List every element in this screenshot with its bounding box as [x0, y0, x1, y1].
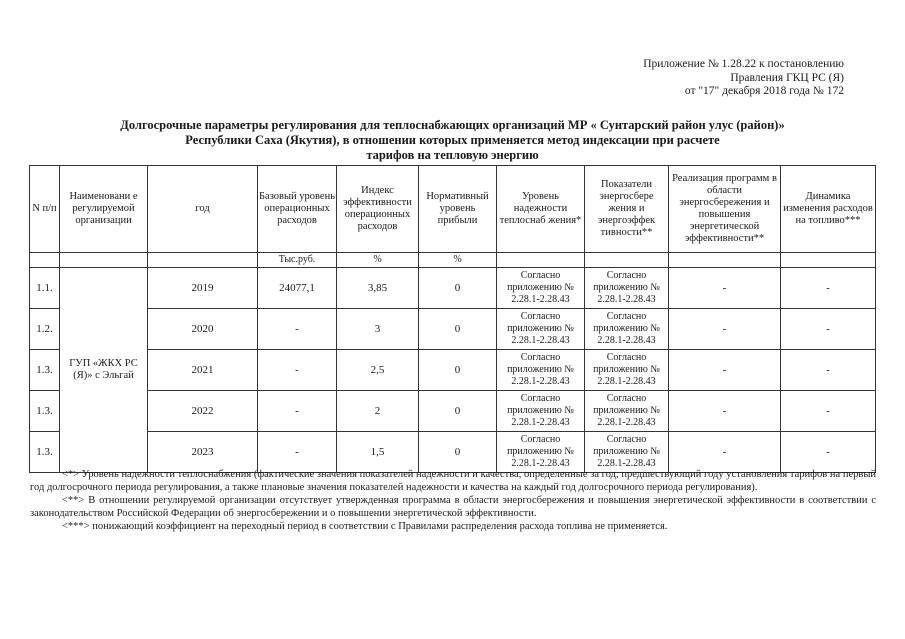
row-energy-saving-note-line: приложению № [593, 364, 660, 375]
row-energy-saving-note [585, 432, 669, 473]
row-fuel-dynamics: - [781, 391, 876, 432]
header-cell-energy-saving: Показатели энергосбере жения и энергоэффек тивности** [585, 166, 669, 253]
header-cell-program: Реализация программ в области энергосбережения и повышения энергетической эффективности** [669, 166, 781, 253]
row-year: 2022 [148, 391, 258, 432]
header-cell-efficiency-index: Индекс эффективности операционных расходов [337, 166, 419, 253]
parameters-table [29, 165, 876, 473]
row-efficiency-index: 2,5 [337, 350, 419, 391]
row-reliability-note-line: Согласно [520, 393, 561, 404]
footnote-fuel-coefficient: <***> понижающий коэффициент на переходный период в соответствии с Правилами распределения расхода топлива не применяется. [62, 521, 668, 532]
row-energy-saving-note-line: Согласно [606, 393, 647, 404]
row-number: 1.3. [30, 391, 60, 432]
row-profit-level: 0 [419, 268, 497, 309]
document-header [643, 58, 844, 99]
row-energy-saving-note [585, 350, 669, 391]
unit-cell-base-opex: Тыс.руб. [258, 253, 337, 268]
row-base-opex: - [258, 391, 337, 432]
row-fuel-dynamics: - [781, 350, 876, 391]
row-energy-saving-note-line: 2.28.1-2.28.43 [597, 294, 656, 305]
row-efficiency-index: 3 [337, 309, 419, 350]
row-reliability-note-line: приложению № [507, 405, 574, 416]
row-fuel-dynamics: - [781, 268, 876, 309]
row-reliability-note-line: Согласно [520, 352, 561, 363]
row-year: 2019 [148, 268, 258, 309]
row-profit-level: 0 [419, 309, 497, 350]
row-year: 2023 [148, 432, 258, 473]
row-base-opex: - [258, 350, 337, 391]
row-energy-saving-note-line: Согласно [606, 352, 647, 363]
unit-cell-efficiency-index: % [337, 253, 419, 268]
row-fuel-dynamics: - [781, 309, 876, 350]
row-reliability-note-line: 2.28.1-2.28.43 [511, 335, 570, 346]
title-line-2: Республики Саха (Якутия), в отношении которых применяется метод индексации при расчете [185, 133, 720, 147]
row-energy-saving-note-line: 2.28.1-2.28.43 [597, 376, 656, 387]
header-line-2: Правления ГКЦ РС (Я) [730, 71, 844, 84]
row-energy-saving-note-line: приложению № [593, 323, 660, 334]
row-reliability-note-line: приложению № [507, 364, 574, 375]
footnotes [30, 468, 876, 533]
row-reliability-note-line: приложению № [507, 282, 574, 293]
row-profit-level: 0 [419, 350, 497, 391]
row-energy-saving-note-line: 2.28.1-2.28.43 [597, 458, 656, 469]
row-program: - [669, 309, 781, 350]
units-row [30, 253, 876, 268]
row-fuel-dynamics: - [781, 432, 876, 473]
row-reliability-note-line: приложению № [507, 446, 574, 457]
row-reliability-note [497, 350, 585, 391]
row-energy-saving-note-line: 2.28.1-2.28.43 [597, 335, 656, 346]
row-reliability-note-line: Согласно [520, 434, 561, 445]
row-efficiency-index: 3,85 [337, 268, 419, 309]
row-program: - [669, 268, 781, 309]
row-energy-saving-note-line: 2.28.1-2.28.43 [597, 417, 656, 428]
table-row [30, 391, 876, 432]
header-cell-reliability: Уровень надежности теплоснаб жения* [497, 166, 585, 253]
table-header-row [30, 166, 876, 253]
row-reliability-note-line: Согласно [520, 270, 561, 281]
row-base-opex: - [258, 432, 337, 473]
unit-cell [148, 253, 258, 268]
unit-cell [669, 253, 781, 268]
footnote-reliability: <*> Уровень надежности теплоснабжения (фактические значения показателей надежности и качества, определенные за год, предшествующий году установления тарифов на первый год долгосрочного периода регулирования, а также плановые значения показателей надежности и качества на каждый год долгосрочного периода регулирования). [30, 469, 876, 493]
header-cell-fuel-dynamics: Динамика изменения расходов на топливо*** [781, 166, 876, 253]
row-number: 1.3. [30, 350, 60, 391]
row-energy-saving-note-line: приложению № [593, 446, 660, 457]
row-reliability-note-line: Согласно [520, 311, 561, 322]
table-row [30, 350, 876, 391]
row-reliability-note [497, 309, 585, 350]
header-cell-base-opex: Базовый уровень операционных расходов [258, 166, 337, 253]
organization-name: ГУП «ЖКХ РС (Я)» с Эльгай [60, 268, 148, 473]
row-profit-level: 0 [419, 391, 497, 432]
header-cell-number: N п/п [30, 166, 60, 253]
row-number: 1.2. [30, 309, 60, 350]
row-program: - [669, 350, 781, 391]
header-line-3: от "17" декабря 2018 года № 172 [684, 85, 844, 97]
footnote-energy-program: <**> В отношении регулируемой организации отсутствует утвержденная программа в области энергосбережения и повышения энергетической эффективности в соответствии с законодательством Российской Федерации об энергосбережении и о повышении энергетической эффективности. [30, 495, 876, 519]
row-energy-saving-note [585, 391, 669, 432]
table-row [30, 432, 876, 473]
row-energy-saving-note-line: приложению № [593, 282, 660, 293]
unit-cell-profit-level: % [419, 253, 497, 268]
document-title [30, 118, 875, 163]
row-reliability-note [497, 268, 585, 309]
row-energy-saving-note [585, 309, 669, 350]
row-efficiency-index: 2 [337, 391, 419, 432]
title-line-3: тарифов на тепловую энергию [366, 148, 539, 162]
row-reliability-note-line: 2.28.1-2.28.43 [511, 294, 570, 305]
unit-cell [585, 253, 669, 268]
row-reliability-note-line: 2.28.1-2.28.43 [511, 458, 570, 469]
row-reliability-note-line: 2.28.1-2.28.43 [511, 376, 570, 387]
row-energy-saving-note-line: Согласно [606, 270, 647, 281]
row-number: 1.3. [30, 432, 60, 473]
unit-cell [60, 253, 148, 268]
header-cell-organization: Наименовани е регулируемой организации [60, 166, 148, 253]
row-reliability-note [497, 432, 585, 473]
row-reliability-note [497, 391, 585, 432]
title-line-1: Долгосрочные параметры регулирования для теплоснабжающих организаций МР « Сунтарский район улус (район)» [120, 118, 785, 132]
row-year: 2020 [148, 309, 258, 350]
row-reliability-note-line: 2.28.1-2.28.43 [511, 417, 570, 428]
unit-cell [781, 253, 876, 268]
unit-cell [30, 253, 60, 268]
header-cell-year: год [148, 166, 258, 253]
header-line-1: Приложение № 1.28.22 к постановлению [643, 58, 844, 70]
row-energy-saving-note-line: приложению № [593, 405, 660, 416]
table-row [30, 309, 876, 350]
row-base-opex: - [258, 309, 337, 350]
unit-cell [497, 253, 585, 268]
row-energy-saving-note [585, 268, 669, 309]
row-energy-saving-note-line: Согласно [606, 434, 647, 445]
row-efficiency-index: 1,5 [337, 432, 419, 473]
row-year: 2021 [148, 350, 258, 391]
row-reliability-note-line: приложению № [507, 323, 574, 334]
row-base-opex: 24077,1 [258, 268, 337, 309]
row-energy-saving-note-line: Согласно [606, 311, 647, 322]
row-program: - [669, 391, 781, 432]
row-number: 1.1. [30, 268, 60, 309]
row-profit-level: 0 [419, 432, 497, 473]
table-row [30, 268, 876, 309]
row-program: - [669, 432, 781, 473]
header-cell-profit-level: Нормативный уровень прибыли [419, 166, 497, 253]
